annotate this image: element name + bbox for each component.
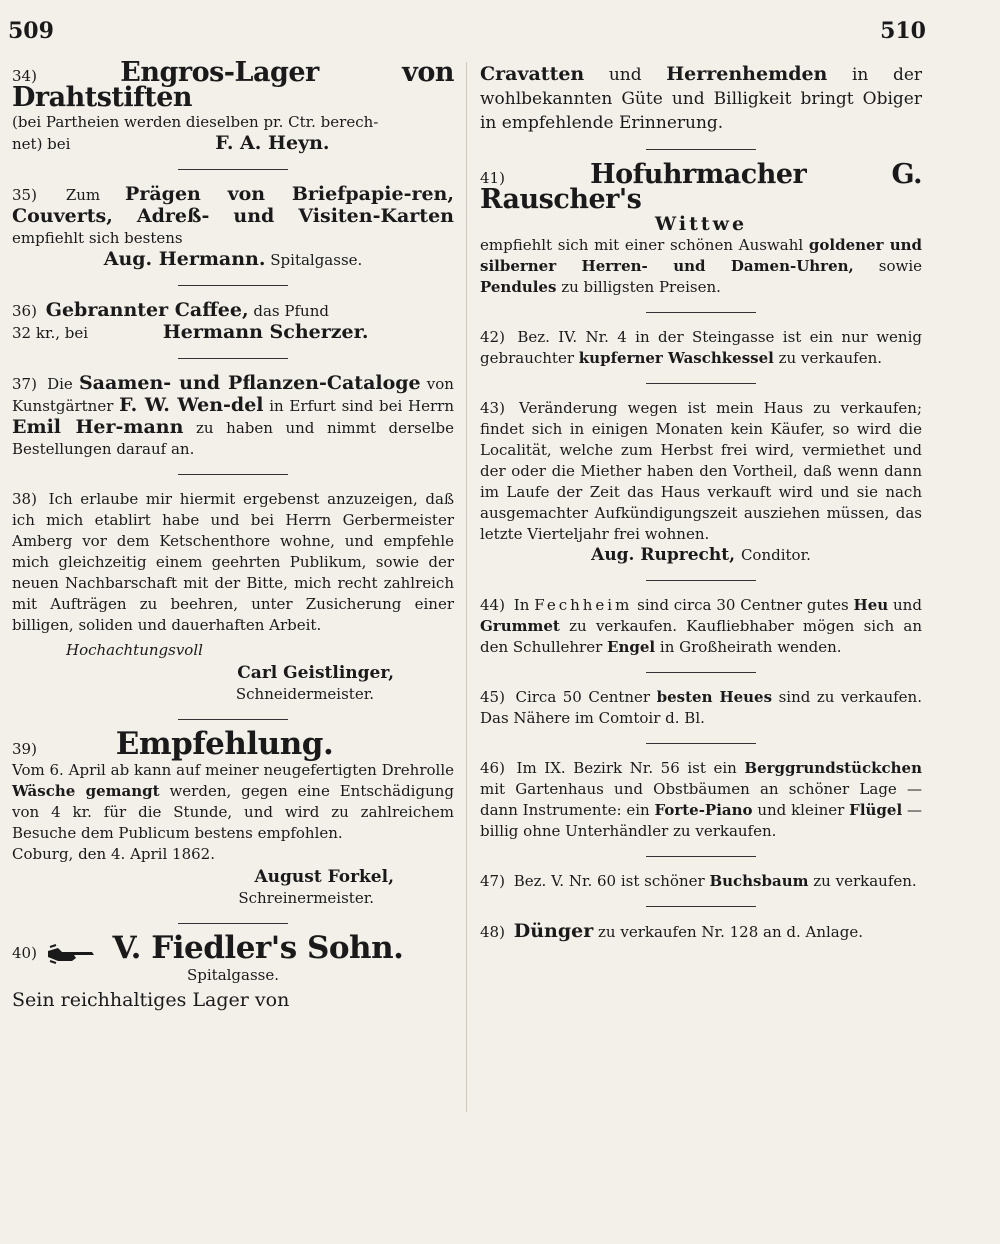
ad-text: empfiehlt sich mit einer schönen Auswahl xyxy=(480,236,804,254)
ad-advertiser: F. A. Heyn. xyxy=(215,132,330,154)
ad-highlight: Wäsche gemangt xyxy=(12,782,160,800)
ad-text: (bei Partheien werden dieselben pr. Ctr. berech- xyxy=(12,113,379,131)
ad-text: in Erfurt sind bei Herrn xyxy=(269,397,454,415)
ad-title: Saamen- und Pflanzen-Cataloge xyxy=(78,372,421,394)
ad-43 xyxy=(480,398,922,566)
ad-text: und xyxy=(608,65,642,85)
ad-place: Fechheim xyxy=(534,596,633,614)
ad-number: 41) xyxy=(480,169,505,187)
ad-text: empfiehlt sich bestens xyxy=(12,229,183,247)
divider xyxy=(178,285,288,286)
ad-highlight: Forte-Piano xyxy=(654,801,753,819)
ad-number: 40) xyxy=(12,944,37,962)
ad-advertiser: Carl Geistlinger, xyxy=(237,663,394,683)
ad-role: Schreinermeister. xyxy=(238,889,374,907)
page-number-left: 509 xyxy=(8,18,54,44)
ad-title: Prägen von Briefpapie-ren, Couverts, Adreß- und Visiten-Karten xyxy=(12,183,454,227)
ad-number: 34) xyxy=(12,67,37,85)
divider xyxy=(178,474,288,475)
ad-highlight: Herrenhemden xyxy=(666,63,828,85)
ad-highlight: besten Heues xyxy=(656,688,773,706)
divider xyxy=(178,719,288,720)
left-column xyxy=(12,57,454,1025)
ad-text: zu verkaufen Nr. 128 an d. Anlage. xyxy=(598,923,863,941)
ad-highlight: Cravatten xyxy=(480,63,585,85)
ad-highlight: kupferner Waschkessel xyxy=(578,349,774,367)
ad-text: in der wohlbekannten Güte und Billigkeit bringt Obiger in empfehlende Erinnerung. xyxy=(480,65,923,133)
ad-number: 38) xyxy=(12,490,37,508)
ad-title: Empfehlung. xyxy=(115,726,334,762)
ad-text: zu verkaufen. xyxy=(813,872,917,890)
ad-title-sub: Wittwe xyxy=(654,213,748,235)
ad-text: Vom 6. April ab kann auf meiner neugefertigten Drehrolle xyxy=(12,761,454,779)
ad-text: Bez. V. Nr. 60 ist schöner xyxy=(513,872,705,890)
ad-role: Schneidermeister. xyxy=(235,685,374,703)
ad-number: 48) xyxy=(480,923,505,941)
ad-text: zu verkaufen. Kaufliebhaber mögen sich an den Schullehrer xyxy=(480,617,922,656)
ad-title: Hofuhrmacher G. Rauscher's xyxy=(480,159,922,215)
divider xyxy=(646,580,756,581)
divider xyxy=(646,383,756,384)
ad-47 xyxy=(480,871,922,892)
ad-text: Bez. IV. Nr. 4 in der Steingasse ist ein nur wenig gebrauchter xyxy=(480,328,922,367)
ad-text: mit Gartenhaus und Obstbäumen an schöner Lage — dann Instrumente: ein xyxy=(480,780,922,819)
ad-40 xyxy=(12,930,454,1011)
ad-44 xyxy=(480,595,922,658)
ad-34 xyxy=(12,57,454,155)
ad-greeting: Hochachtungsvoll xyxy=(66,641,203,659)
ad-text: Sein reichhaltiges Lager von xyxy=(12,989,290,1011)
ad-place: Spitalgasse. xyxy=(186,966,280,984)
ad-48 xyxy=(480,921,922,943)
ad-text: Circa 50 Centner xyxy=(515,688,651,706)
page-number-right: 510 xyxy=(880,18,926,44)
ad-number: 42) xyxy=(480,328,505,346)
ad-number: 35) xyxy=(12,186,37,204)
ad-35 xyxy=(12,184,454,271)
ad-text: zu haben und nimmt derselbe Bestellungen darauf an. xyxy=(12,419,454,458)
ad-title: Engros-Lager von Drahtstiften xyxy=(12,57,454,113)
divider xyxy=(646,312,756,313)
ad-highlight: Heu xyxy=(853,596,889,614)
ad-41 xyxy=(480,159,922,298)
ad-advertiser: August Forkel, xyxy=(254,867,394,887)
ad-text: Veränderung wegen ist mein Haus zu verkaufen; findet sich in einigen Monaten kein Käufer, so wird die Localität, welche zum Herbst frei wird, vermiethet und der oder die Miether haben den Vortheil, daß wenn dann im Laufe der Zeit das Haus verkauft wird und sie nach ausgemachter Aufkündigungszeit ausziehen müssen, das letzte Vierteljahr frei wohnen. xyxy=(480,399,922,543)
ad-advertiser: Hermann Scherzer. xyxy=(162,321,369,343)
ad-text: sind circa 30 Centner gutes xyxy=(637,596,849,614)
ad-text-continued xyxy=(12,990,454,1011)
divider xyxy=(178,358,288,359)
ad-name: F. W. Wen-del xyxy=(119,394,264,416)
ad-text: In xyxy=(513,596,530,614)
ad-advertiser: Aug. Ruprecht, xyxy=(591,545,736,565)
ad-text: zu billigsten Preisen. xyxy=(561,278,721,296)
ad-39 xyxy=(12,726,454,909)
ad-text: — billig ohne Unterhändler zu verkaufen. xyxy=(480,801,922,840)
ad-number: 46) xyxy=(480,759,505,777)
ad-highlight: Grummet xyxy=(480,617,560,635)
ad-name: Emil Her-mann xyxy=(12,416,184,438)
ad-highlight: Engel xyxy=(607,638,656,656)
ad-text: sowie xyxy=(878,257,922,275)
ad-text: 32 kr., bei xyxy=(12,324,89,342)
ad-highlight: Flügel xyxy=(849,801,903,819)
ad-46 xyxy=(480,758,922,842)
ad-number: 37) xyxy=(12,375,37,393)
ad-text: zu verkaufen. xyxy=(778,349,883,367)
divider xyxy=(178,169,288,170)
ad-text: und xyxy=(893,596,922,614)
divider xyxy=(646,906,756,907)
ad-signature xyxy=(12,249,454,271)
ad-42 xyxy=(480,327,922,369)
ad-text: Im IX. Bezirk Nr. 56 ist ein xyxy=(516,759,737,777)
ad-highlight: goldener und silberner Herren- und Damen-Uhren, xyxy=(480,236,922,275)
ad-text: Die xyxy=(47,375,73,393)
ad-number: 36) xyxy=(12,302,37,320)
ad-highlight: Pendules xyxy=(480,278,557,296)
ad-number: 47) xyxy=(480,872,505,890)
ad-number: 43) xyxy=(480,399,505,417)
divider xyxy=(646,856,756,857)
ad-title: V. Fiedler's Sohn. xyxy=(112,930,404,966)
ad-text: sind zu verkaufen. Das Nähere im Comtoir d. Bl. xyxy=(480,688,922,727)
ad-37 xyxy=(12,373,454,460)
ad-date: Coburg, den 4. April 1862. xyxy=(12,845,215,863)
ad-role: Conditor. xyxy=(740,546,811,564)
ad-advertiser: Aug. Hermann. xyxy=(103,248,266,270)
ad-title: Gebrannter Caffee, xyxy=(45,299,249,321)
ad-number: 45) xyxy=(480,688,505,706)
ad-number: 44) xyxy=(480,596,505,614)
divider xyxy=(646,149,756,150)
ad-highlight: Buchsbaum xyxy=(709,872,809,890)
ad-38 xyxy=(12,489,454,705)
ad-number: 39) xyxy=(12,740,37,758)
pointing-hand-icon xyxy=(46,943,98,965)
ad-highlight: Berggrundstückchen xyxy=(744,759,922,777)
ad-text: in Großheirath wenden. xyxy=(659,638,842,656)
ad-text: Ich erlaube mir hiermit ergebenst anzuzeigen, daß ich mich etablirt habe und bei Herrn Gerbermeister Amberg vor dem Ketschenthore wohne, und empfehle mich gleichzeitig einem geehrten Publikum, sowie der neuen Nachbarschaft mit der Bitte, mich recht zahlreich mit Aufträgen zu beehren, unter Zusicherung einer billigen, soliden und dauerhaften Arbeit. xyxy=(12,490,454,634)
divider xyxy=(646,743,756,744)
divider xyxy=(178,923,288,924)
ad-text-line2 xyxy=(12,322,454,344)
ad-45 xyxy=(480,687,922,729)
column-divider xyxy=(466,62,467,1112)
ad-highlight: Dünger xyxy=(513,920,594,942)
ad-40-continued xyxy=(480,62,922,135)
ad-signature xyxy=(480,545,922,566)
ad-text: und kleiner xyxy=(757,801,845,819)
divider xyxy=(646,672,756,673)
right-column xyxy=(480,62,922,957)
ad-text: Zum xyxy=(65,186,101,204)
ad-text: net) bei xyxy=(12,135,71,153)
ad-text: das Pfund xyxy=(253,302,329,320)
ad-36 xyxy=(12,300,454,344)
ad-text-line2 xyxy=(12,133,454,155)
ad-text: von Kunstgärtner xyxy=(12,375,454,415)
ad-place: Spitalgasse. xyxy=(270,251,363,269)
ad-text: werden, gegen eine Entschädigung von 4 kr. für die Stunde, und wird zu zahlreichem Besuche dem Publicum bestens empfohlen. xyxy=(12,782,454,842)
